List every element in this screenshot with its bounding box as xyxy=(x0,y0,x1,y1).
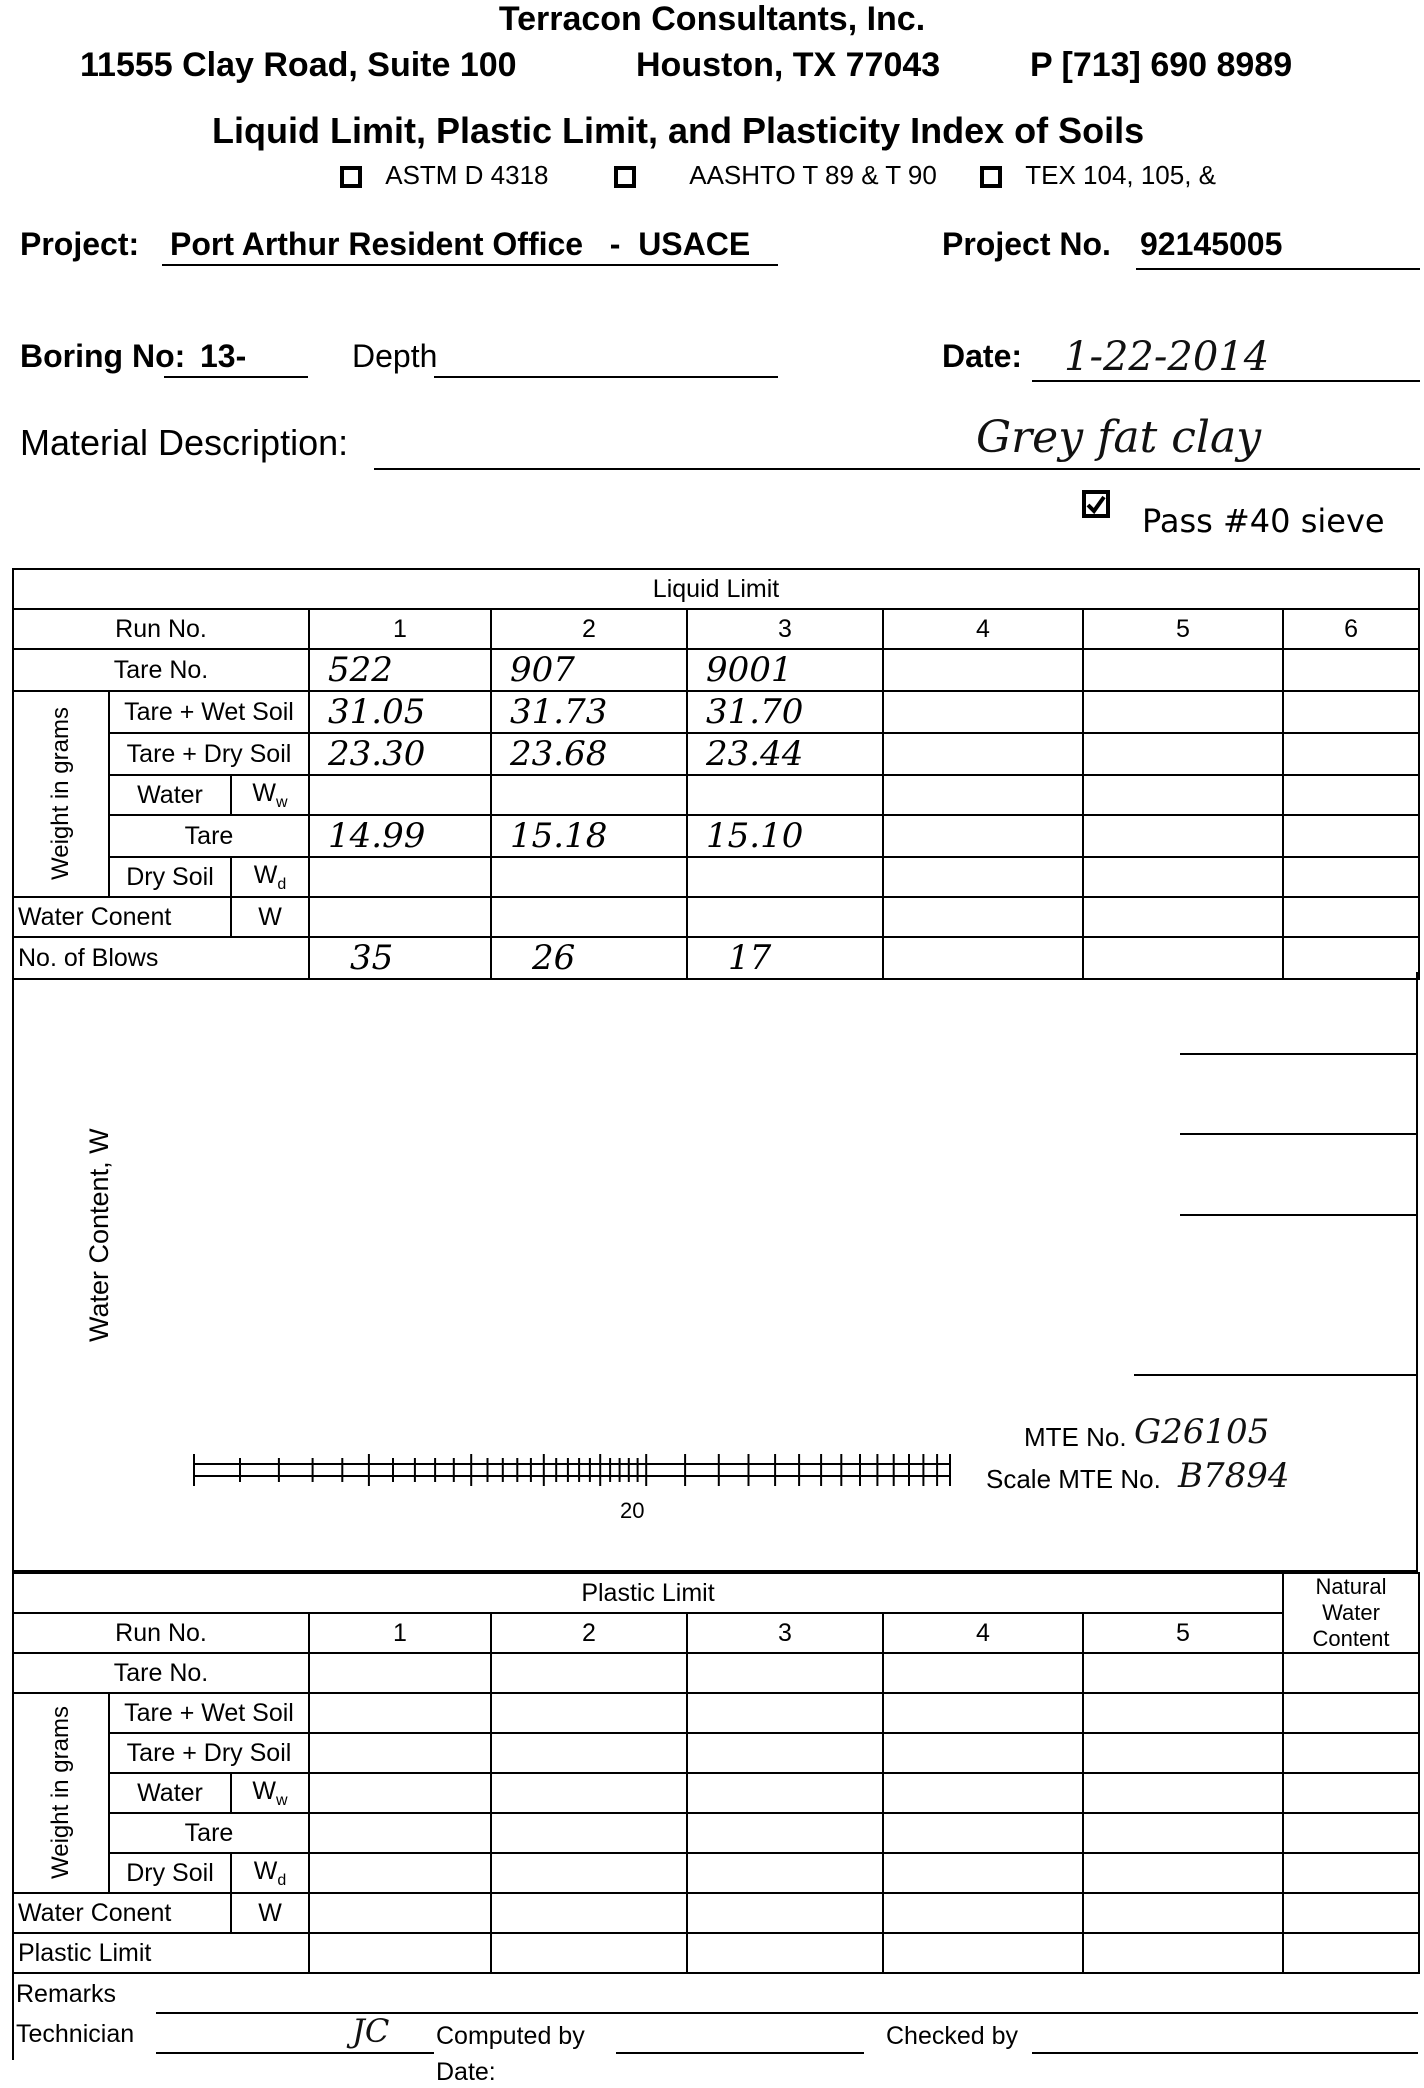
water-cell[interactable] xyxy=(1083,775,1283,815)
tare-no-cell[interactable] xyxy=(1083,649,1283,691)
technician-value[interactable]: JC xyxy=(352,2012,390,2050)
liquid-limit-title: Liquid Limit xyxy=(13,569,1419,609)
tare-cell[interactable] xyxy=(883,815,1083,857)
water-content-cell[interactable] xyxy=(491,897,687,937)
pl-natural-cell[interactable] xyxy=(1283,1733,1419,1773)
pl-cell[interactable] xyxy=(1083,1773,1283,1813)
pl-run-no-cell: 5 xyxy=(1083,1613,1283,1653)
water-content-cell[interactable] xyxy=(1083,897,1283,937)
tare-cell[interactable]: 14.99 xyxy=(309,815,491,857)
chart-right-line xyxy=(1180,1214,1416,1216)
pl-tare-no-cell[interactable] xyxy=(1083,1653,1283,1693)
mte-label: MTE No. xyxy=(1024,1422,1127,1452)
pl-cell[interactable] xyxy=(883,1733,1083,1773)
company-address: 11555 Clay Road, Suite 100 xyxy=(80,46,517,84)
pl-run-no-cell: 4 xyxy=(883,1613,1083,1653)
pl-cell[interactable] xyxy=(883,1893,1083,1933)
chart-right-line xyxy=(1134,1374,1416,1376)
pl-cell[interactable] xyxy=(883,1773,1083,1813)
dry-soil-cell[interactable] xyxy=(883,857,1083,897)
tare-cell[interactable] xyxy=(1083,815,1283,857)
standard-aashto[interactable]: AASHTO T 89 & T 90 xyxy=(614,160,937,191)
chart-right-line xyxy=(1180,1133,1416,1135)
pl-cell[interactable] xyxy=(687,1893,883,1933)
pl-dry-soil-symbol: $W_d$ xyxy=(231,1853,309,1893)
pl-tare-label: Tare xyxy=(109,1813,309,1853)
pl-cell[interactable] xyxy=(309,1813,491,1853)
tare-dry-cell[interactable] xyxy=(1083,733,1283,775)
project-no-underline xyxy=(1136,268,1420,270)
tare-wet-cell[interactable]: 31.73 xyxy=(491,691,687,733)
log-scale-axis xyxy=(190,1450,960,1490)
dry-soil-cell[interactable] xyxy=(1283,857,1419,897)
mte-value[interactable]: G26105 xyxy=(1134,1412,1270,1452)
pl-cell[interactable] xyxy=(309,1773,491,1813)
pl-cell[interactable] xyxy=(687,1733,883,1773)
pl-natural-cell[interactable] xyxy=(1283,1653,1419,1693)
water-content-cell[interactable] xyxy=(1283,897,1419,937)
footer-left-border xyxy=(12,1974,14,2060)
chart-right-line xyxy=(1180,1053,1416,1055)
tare-dry-cell[interactable]: 23.44 xyxy=(687,733,883,775)
plastic-limint-table xyxy=(12,1572,1420,1974)
run-no-cell: 6 xyxy=(1283,609,1419,649)
tare-no-label: Tare No. xyxy=(13,649,309,691)
natural-water-content-label: Natural Water Content xyxy=(1283,1573,1419,1653)
pl-natural-cell[interactable] xyxy=(1283,1693,1419,1733)
pl-cell[interactable] xyxy=(309,1853,491,1893)
dry-soil-cell[interactable] xyxy=(1083,857,1283,897)
tare-dry-cell[interactable]: 23.68 xyxy=(491,733,687,775)
remarks-label: Remarks xyxy=(16,1980,117,2008)
pl-water-symbol: $W_w$ xyxy=(231,1773,309,1813)
project-label: Project: xyxy=(20,226,140,262)
boring-value[interactable]: 13- xyxy=(200,338,247,374)
project-name[interactable]: Port Arthur Resident Office - USACE xyxy=(170,226,751,262)
remarks-line xyxy=(156,2012,1418,2014)
material-label: Material Description: xyxy=(20,422,349,463)
tare-no-cell[interactable] xyxy=(883,649,1083,691)
dry-soil-symbol: $W_d$ xyxy=(231,857,309,897)
blows-label: No. of Blows xyxy=(13,937,309,979)
standard-astm[interactable]: ASTM D 4318 xyxy=(340,160,549,191)
tare-cell[interactable]: 15.18 xyxy=(491,815,687,857)
pl-cell[interactable] xyxy=(491,1733,687,1773)
scale-mte-value[interactable]: B7894 xyxy=(1178,1456,1290,1496)
tare-no-cell[interactable]: 907 xyxy=(491,649,687,691)
date-value[interactable]: 1-22-2014 xyxy=(1064,334,1270,380)
dry-soil-cell[interactable] xyxy=(491,857,687,897)
pl-cell[interactable] xyxy=(687,1853,883,1893)
pl-cell[interactable] xyxy=(1083,1933,1283,1973)
pl-cell[interactable] xyxy=(309,1733,491,1773)
tare-wet-cell[interactable] xyxy=(883,691,1083,733)
pl-water-content-label: Water Conent xyxy=(13,1893,231,1933)
water-cell[interactable] xyxy=(491,775,687,815)
pl-cell[interactable] xyxy=(309,1893,491,1933)
pl-natural-cell[interactable] xyxy=(1283,1773,1419,1813)
run-no-cell: 5 xyxy=(1083,609,1283,649)
computed-by-label: Computed by xyxy=(436,2022,585,2050)
pl-cell[interactable] xyxy=(883,1853,1083,1893)
tare-wet-cell[interactable]: 31.70 xyxy=(687,691,883,733)
tare-no-cell[interactable]: 522 xyxy=(309,649,491,691)
dry-soil-cell[interactable] xyxy=(309,857,491,897)
tare-wet-cell[interactable]: 31.05 xyxy=(309,691,491,733)
pl-cell[interactable] xyxy=(491,1853,687,1893)
tare-wet-cell[interactable] xyxy=(1083,691,1283,733)
pl-cell[interactable] xyxy=(491,1813,687,1853)
run-no-cell: 3 xyxy=(687,609,883,649)
pl-cell[interactable] xyxy=(687,1773,883,1813)
pl-weight-in-grams-label: Weight in grams xyxy=(13,1693,109,1893)
run-no-cell: 4 xyxy=(883,609,1083,649)
pl-run-no-cell: 2 xyxy=(491,1613,687,1653)
run-no-cell: 1 xyxy=(309,609,491,649)
sieve-label: Pass #40 sieve xyxy=(1142,502,1385,540)
pl-run-no-cell: 3 xyxy=(687,1613,883,1653)
checked-by-line xyxy=(1032,2052,1418,2054)
water-cell[interactable] xyxy=(687,775,883,815)
tare-dry-cell[interactable]: 23.30 xyxy=(309,733,491,775)
pl-natural-cell[interactable] xyxy=(1283,1933,1419,1973)
pl-natural-cell[interactable] xyxy=(1283,1893,1419,1933)
water-cell[interactable] xyxy=(1283,775,1419,815)
pl-cell[interactable] xyxy=(1083,1733,1283,1773)
run-no-cell: 2 xyxy=(491,609,687,649)
material-value[interactable]: Grey fat clay xyxy=(976,412,1262,463)
checkbox-icon[interactable] xyxy=(614,166,636,188)
water-content-cell[interactable] xyxy=(883,897,1083,937)
pl-cell[interactable] xyxy=(883,1693,1083,1733)
pl-cell[interactable] xyxy=(309,1693,491,1733)
tare-label: Tare xyxy=(109,815,309,857)
date-label: Date: xyxy=(942,338,1023,374)
pl-cell[interactable] xyxy=(491,1773,687,1813)
pl-cell[interactable] xyxy=(1083,1693,1283,1733)
pl-cell[interactable] xyxy=(1083,1813,1283,1853)
pl-cell[interactable] xyxy=(687,1933,883,1973)
depth-underline xyxy=(434,376,778,378)
liquid-limit-table xyxy=(12,568,1420,980)
chart-y-label: Water Content, W xyxy=(84,1128,114,1342)
standard-tex[interactable]: TEX 104, 105, & xyxy=(980,160,1216,191)
blows-cell[interactable]: 17 xyxy=(687,937,883,979)
pl-tare-no-cell[interactable] xyxy=(309,1653,491,1693)
plastic-limit-row-label: Plastic Limit xyxy=(13,1933,309,1973)
chart-x-tick-label: 20 xyxy=(620,1498,645,1523)
pl-water-content-symbol: W xyxy=(231,1893,309,1933)
sieve-checkbox[interactable] xyxy=(1082,490,1110,518)
tare-dry-cell[interactable] xyxy=(883,733,1083,775)
pl-cell[interactable] xyxy=(491,1933,687,1973)
footer-date-label: Date: xyxy=(436,2058,496,2086)
pl-tare-no-cell[interactable] xyxy=(687,1653,883,1693)
pl-dry-soil-label: Dry Soil xyxy=(109,1853,231,1893)
water-content-symbol: W xyxy=(231,897,309,937)
checkbox-icon[interactable] xyxy=(980,166,1002,188)
company-city: Houston, TX 77043 xyxy=(636,46,941,84)
tare-no-cell[interactable]: 9001 xyxy=(687,649,883,691)
dry-soil-label: Dry Soil xyxy=(109,857,231,897)
pl-tare-no-cell[interactable] xyxy=(883,1653,1083,1693)
company-phone: P [713] 690 8989 xyxy=(1030,46,1293,84)
pl-natural-cell[interactable] xyxy=(1283,1853,1419,1893)
depth-label: Depth xyxy=(352,338,438,374)
run-no-label: Run No. xyxy=(13,609,309,649)
tare-wet-label: Tare + Wet Soil xyxy=(109,691,309,733)
pl-run-no-cell: 1 xyxy=(309,1613,491,1653)
pl-tare-dry-label: Tare + Dry Soil xyxy=(109,1733,309,1773)
pl-cell[interactable] xyxy=(491,1893,687,1933)
computed-by-line xyxy=(616,2052,864,2054)
blows-cell[interactable]: 35 xyxy=(309,937,491,979)
pl-cell[interactable] xyxy=(1083,1893,1283,1933)
water-cell[interactable] xyxy=(309,775,491,815)
tare-no-cell[interactable] xyxy=(1283,649,1419,691)
tare-dry-label: Tare + Dry Soil xyxy=(109,733,309,775)
technician-label: Technician xyxy=(16,2020,135,2048)
water-content-cell[interactable] xyxy=(687,897,883,937)
tare-cell[interactable]: 15.10 xyxy=(687,815,883,857)
tare-dry-cell[interactable] xyxy=(1283,733,1419,775)
pl-cell[interactable] xyxy=(309,1933,491,1973)
company-name: Terracon Consultants, Inc. xyxy=(498,0,926,38)
date-underline xyxy=(1032,380,1420,382)
weight-in-grams-label: Weight in grams xyxy=(13,691,109,897)
pl-tare-wet-label: Tare + Wet Soil xyxy=(109,1693,309,1733)
pl-cell[interactable] xyxy=(491,1693,687,1733)
pl-tare-no-label: Tare No. xyxy=(13,1653,309,1693)
water-label: Water xyxy=(109,775,231,815)
pl-run-no-label: Run No. xyxy=(13,1613,309,1653)
material-underline xyxy=(374,468,1420,470)
tare-wet-cell[interactable] xyxy=(1283,691,1419,733)
pl-water-label: Water xyxy=(109,1773,231,1813)
dry-soil-cell[interactable] xyxy=(687,857,883,897)
plastic-limit-title: Plastic Limit xyxy=(13,1573,1283,1613)
water-content-label: Water Conent xyxy=(13,897,231,937)
project-no-label: Project No. xyxy=(942,226,1111,262)
water-symbol: $W_w$ xyxy=(231,775,309,815)
scale-mte-label: Scale MTE No. xyxy=(986,1464,1161,1494)
project-no-value[interactable]: 92145005 xyxy=(1140,226,1283,262)
form-title: Liquid Limit, Plastic Limit, and Plasticity Index of Soils xyxy=(212,110,1145,151)
pl-natural-cell[interactable] xyxy=(1283,1813,1419,1853)
checked-checkbox-icon[interactable] xyxy=(1082,490,1110,518)
boring-label: Boring No: xyxy=(20,338,186,374)
pl-cell[interactable] xyxy=(687,1813,883,1853)
checked-by-label: Checked by xyxy=(886,2022,1019,2050)
pl-tare-no-cell[interactable] xyxy=(491,1653,687,1693)
pl-cell[interactable] xyxy=(883,1813,1083,1853)
tare-cell[interactable] xyxy=(1283,815,1419,857)
pl-cell[interactable] xyxy=(687,1693,883,1733)
project-underline xyxy=(162,264,778,266)
pl-cell[interactable] xyxy=(1083,1853,1283,1893)
water-content-cell[interactable] xyxy=(309,897,491,937)
water-cell[interactable] xyxy=(883,775,1083,815)
pl-cell[interactable] xyxy=(883,1933,1083,1973)
blows-cell[interactable]: 26 xyxy=(491,937,687,979)
boring-underline xyxy=(164,376,308,378)
technician-line xyxy=(156,2052,434,2054)
checkbox-icon[interactable] xyxy=(340,166,362,188)
